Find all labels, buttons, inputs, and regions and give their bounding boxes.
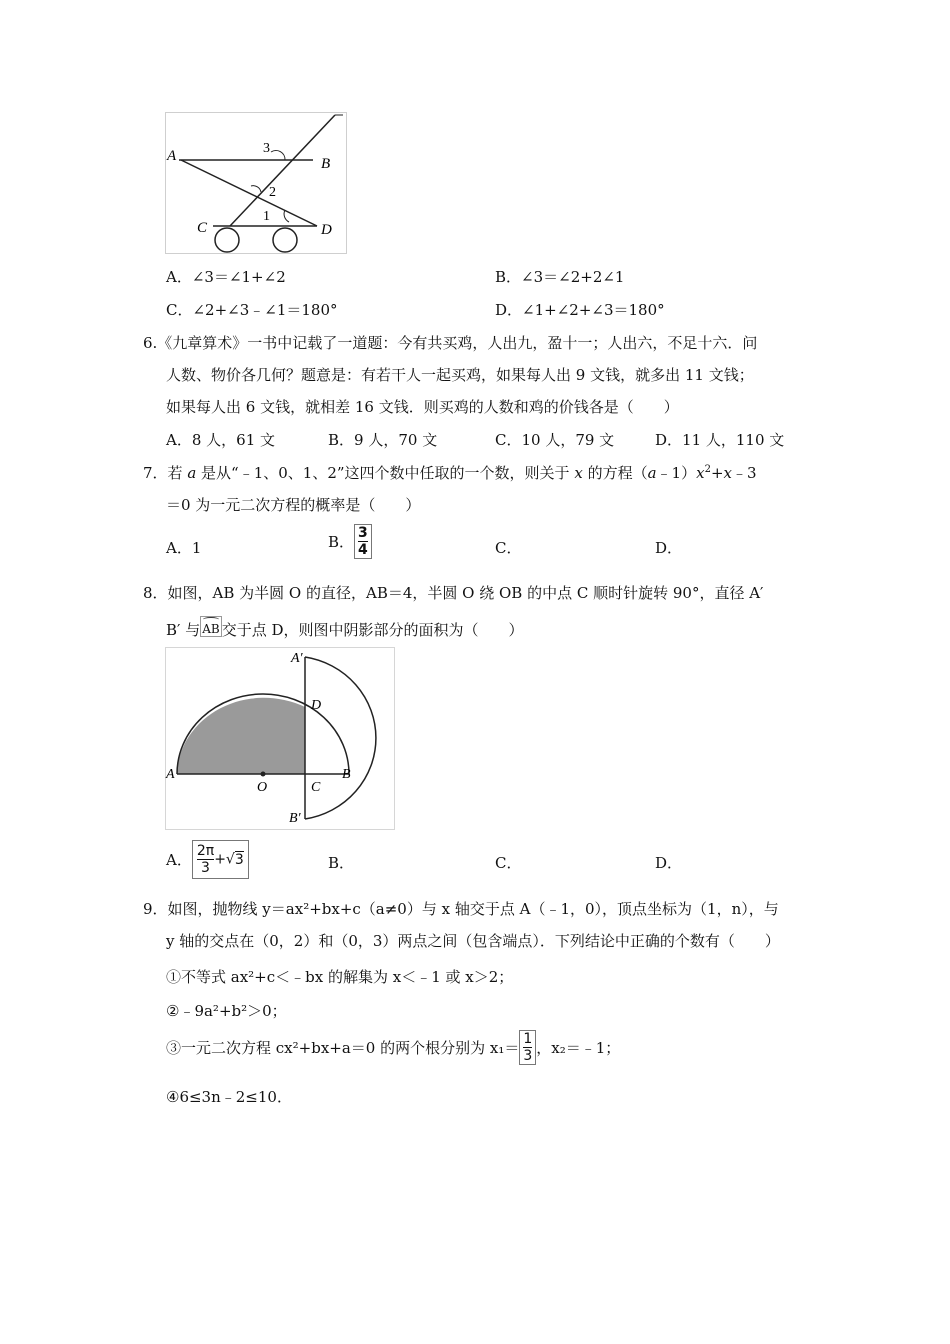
q6-option-c: C．10 人，79 文 <box>495 431 615 449</box>
q7-text: 是从“﹣1、0、1、2”这四个数中任取的一个数，则关于 <box>196 464 575 482</box>
q5-label-A: A <box>167 148 177 164</box>
q7-option-b-label: B． <box>328 533 355 551</box>
q7-var-a: a <box>187 464 197 482</box>
q8-option-b: B． <box>328 854 355 872</box>
q9-statement-4: ④6≤3n﹣2≤10． <box>166 1088 292 1106</box>
q8-label-A-prime: A′ <box>291 651 303 666</box>
q5-angle-3: 3 <box>263 141 270 156</box>
q8-arc-label: AB <box>202 622 220 636</box>
q5-option-c: C．∠2+∠3﹣∠1＝180° <box>166 301 338 319</box>
q9-fraction-1-3 <box>519 1030 536 1065</box>
q6-option-b: B．9 人，70 文 <box>328 431 438 449</box>
q8-figure <box>165 647 395 830</box>
q7-option-d: D． <box>655 539 683 557</box>
q6-line-3: 如果每人出 6 文钱，就相差 16 文钱．则买鸡的人数和鸡的价钱各是（ ） <box>166 398 679 416</box>
q7-option-c: C． <box>495 539 522 557</box>
q5-option-d: D．∠1+∠2+∠3＝180° <box>495 301 665 319</box>
q8-label-B: B <box>342 767 351 782</box>
q6-line-2: 人数、物价各几何？题意是：有若干人一起买鸡，如果每人出 9 文钱，就多出 11 文钱； <box>166 366 754 384</box>
q7-fraction-3-4 <box>354 524 372 559</box>
q7-text: 若 <box>167 464 188 482</box>
fraction-denominator: 3 <box>523 1048 533 1064</box>
q9-statement-2: ②﹣9a²+b²＞0； <box>166 1002 287 1020</box>
q5-option-a: A．∠3＝∠1+∠2 <box>166 268 286 286</box>
q5-figure <box>165 112 347 254</box>
q7-number: 7． <box>143 464 168 482</box>
q7-var-x: x <box>696 464 705 482</box>
q8-option-d: D． <box>655 854 683 872</box>
q7-var-a: a <box>647 464 657 482</box>
q9-statement-3 <box>166 1030 620 1065</box>
q8-label-O: O <box>257 780 268 795</box>
fraction-denominator: 3 <box>201 860 210 876</box>
q9-text: ，x₂＝﹣1； <box>536 1039 621 1057</box>
q9-statement-1: ①不等式 ax²+c＜﹣bx 的解集为 x＜﹣1 或 x＞2； <box>166 968 514 986</box>
q9-line-2: y 轴的交点在（0，2）和（0，3）两点之间（包含端点）．下列结论中正确的个数有（ ） <box>166 932 780 950</box>
q8-line-1: 8．如图，AB 为半圆 O 的直径，AB＝4，半圆 O 绕 OB 的中点 C 顺时针旋转 90°，直径 A′ <box>143 584 764 602</box>
q6-option-d: D．11 人，110 文 <box>655 431 785 449</box>
plus-sign: + <box>214 851 226 868</box>
q5-angle-1: 1 <box>263 209 270 224</box>
q5-label-C: C <box>197 220 208 236</box>
q7-text: ﹣3 <box>731 464 757 482</box>
q7-text: 的方程（ <box>582 464 648 482</box>
q5-option-b: B．∠3＝∠2+2∠1 <box>495 268 625 286</box>
fraction-numerator: 2π <box>196 843 215 859</box>
q7-var-x: x <box>723 464 732 482</box>
q8-label-D: D <box>311 698 322 713</box>
q8-option-c: C． <box>495 854 522 872</box>
q8-option-a-label: A． <box>166 851 192 869</box>
fraction-numerator: 1 <box>523 1031 533 1047</box>
q7-text: ﹣1） <box>656 464 697 482</box>
q6-option-a: A．8 人，61 文 <box>166 431 275 449</box>
radicand: 3 <box>234 851 244 868</box>
q9-line-1: 9．如图，抛物线 y＝ax²+bx+c（a≠0）与 x 轴交于点 A（﹣1，0），顶点坐标为（1，n），与 <box>143 900 779 918</box>
fraction-numerator: 3 <box>358 525 368 541</box>
q8-line-2 <box>166 618 523 640</box>
q8-label-C: C <box>311 780 321 795</box>
q8-text: 交于点 D，则图中阴影部分的面积为（ ） <box>221 621 524 639</box>
q6-line-1: 6.《九章算术》一书中记载了一道题：今有共买鸡，人出九，盈十一；人出六，不足十六．问 <box>143 334 758 352</box>
q7-line-1 <box>143 462 757 483</box>
q8-label-B-prime: B′ <box>289 811 301 826</box>
q8-option-a-expression: $\frac{2\pi}{3}$ +√3 <box>192 840 249 879</box>
q7-option-b <box>328 524 372 559</box>
q9-text: ③一元二次方程 cx²+bx+a＝0 的两个根分别为 x₁＝ <box>166 1039 520 1057</box>
q7-exponent: 2 <box>704 464 711 475</box>
fraction-denominator: 4 <box>358 542 368 558</box>
q5-label-D: D <box>321 222 332 238</box>
q8-text: B′ 与 <box>166 621 201 639</box>
q8-arc-ab <box>200 616 221 637</box>
q8-option-a <box>166 840 249 879</box>
q7-var-x: x <box>574 464 583 482</box>
q7-text: + <box>710 464 724 482</box>
q5-label-B: B <box>321 156 331 172</box>
q7-option-a: A．1 <box>166 539 202 557</box>
q7-line-2: ＝0 为一元二次方程的概率是（ ） <box>166 496 421 514</box>
q5-angle-2: 2 <box>269 185 276 200</box>
q8-label-A: A <box>166 767 175 782</box>
